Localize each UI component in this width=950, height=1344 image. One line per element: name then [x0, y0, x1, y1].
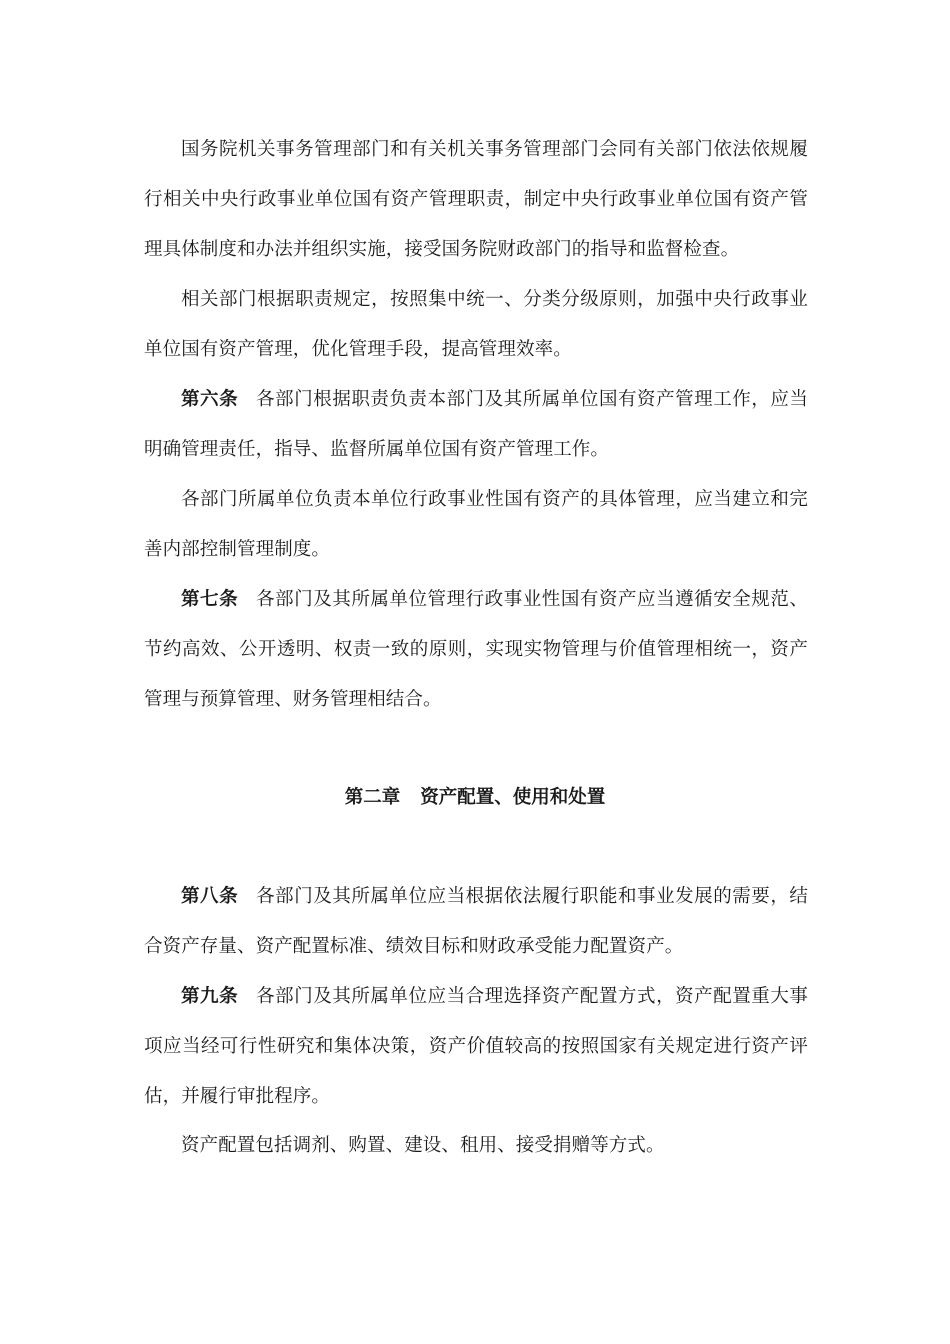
- article-6-text: 各部门根据职责负责本部门及其所属单位国有资产管理工作，应当明确管理责任，指导、监督所属单位国有资产管理工作。: [144, 389, 808, 460]
- paragraph-text: 各部门所属单位负责本单位行政事业性国有资产的具体管理，应当建立和完善内部控制管理制度。: [144, 489, 808, 560]
- article-7: [144, 575, 808, 725]
- article-6-label: 第六条: [181, 389, 239, 410]
- paragraph-text: 相关部门根据职责规定，按照集中统一、分类分级原则，加强中央行政事业单位国有资产管理，优化管理手段，提高管理效率。: [144, 289, 808, 360]
- article-9-text: 各部门及其所属单位应当合理选择资产配置方式，资产配置重大事项应当经可行性研究和集体决策，资产价值较高的按照国家有关规定进行资产评估，并履行审批程序。: [144, 986, 808, 1107]
- article-7-text: 各部门及其所属单位管理行政事业性国有资产应当遵循安全规范、节约高效、公开透明、权责一致的原则，实现实物管理与价值管理相统一，资产管理与预算管理、财务管理相结合。: [144, 589, 808, 710]
- article-9: [144, 972, 808, 1122]
- article-8-text: 各部门及其所属单位应当根据依法履行职能和事业发展的需要，结合资产存量、资产配置标准、绩效目标和财政承受能力配置资产。: [144, 886, 808, 957]
- article-6: [144, 375, 808, 475]
- chapter-heading: [0, 773, 950, 823]
- paragraph-affiliated-units: [144, 475, 808, 575]
- paragraph-text: 资产配置包括调剂、购置、建设、租用、接受捐赠等方式。: [181, 1135, 665, 1156]
- chapter-number: 第二章: [344, 787, 401, 808]
- chapter-title: 资产配置、使用和处置: [420, 787, 606, 808]
- article-8-label: 第八条: [181, 886, 239, 907]
- paragraph-management-department: [144, 125, 808, 275]
- article-8: [144, 872, 808, 972]
- article-9-label: 第九条: [181, 986, 239, 1007]
- paragraph-related-departments: [144, 275, 808, 375]
- paragraph-allocation-methods: [144, 1121, 808, 1171]
- paragraph-text: 国务院机关事务管理部门和有关机关事务管理部门会同有关部门依法依规履行相关中央行政事业单位国有资产管理职责，制定中央行政事业单位国有资产管理具体制度和办法并组织实施，接受国务院财政部门的指导和监督检查。: [144, 139, 808, 260]
- article-7-label: 第七条: [181, 589, 239, 610]
